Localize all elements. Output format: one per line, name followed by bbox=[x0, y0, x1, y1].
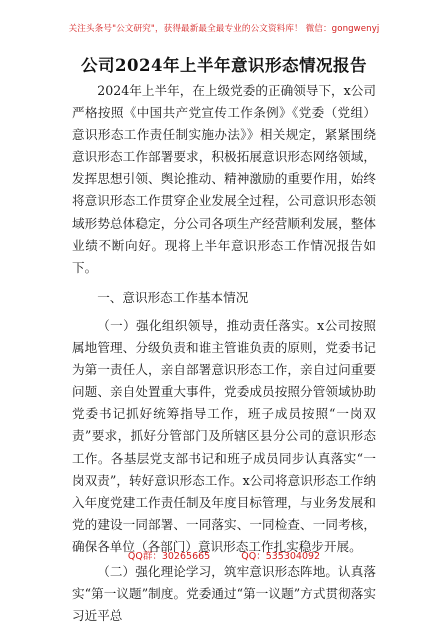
document-title: 公司2024年上半年意识形态情况报告 bbox=[81, 56, 367, 75]
footer-contacts bbox=[0, 548, 448, 562]
paragraph-organization: （一）强化组织领导，推动责任落实。x公司按照属地管理、分级负责和谁主管谁负责的原则，党委书记为第一责任人，亲自部署意识形态工作，亲自过问重要问题、亲自处置重大事件，党委成员按照分管领域协助党委书记抓好统筹指导工作，班子成员按照“一岗双责”要求，抓好分管部门及所辖区县分公司的意识形态工作。各基层党支部书记和班子成员同步认真落实“一岗双责”，转好意识形态工作。x公司将意识形态工作纳入年度党建工作责任制及年度目标管理，与业务发展和党的建设一同部署、一同落实、一同检查、一同考核，确保各单位（各部门）意识形态工作扎实稳步开展。 bbox=[72, 317, 376, 554]
paragraph-intro: 2024年上半年，在上级党委的正确领导下，x公司严格按照《中国共产党宣传工作条例》《党委（党组）意识形态工作责任制实施办法》》相关规定，紧紧围绕意识形态工作部署要求，积极拓展意识形态网络领域，发挥思想引领、舆论推动、精神激励的重要作用，始终将意识形态工作贯穿企业发展全过程，公司意识形态领域形势总体稳定，分公司各项生产经营顺利发展，整体业绩不断向好。现将上半年意识形态工作情况报告如下。 bbox=[72, 83, 376, 275]
footer-qq-group: QQ群：30265665 bbox=[127, 551, 211, 562]
paragraph-theory-study: （二）强化理论学习，筑牢意识形态阵地。认真落实“第一议题”制度。党委通过“第一议题”方式贯彻落实习近平总 bbox=[72, 563, 376, 624]
header-notice: 关注头条号"公文研究"，获得最新最全最专业的公文资料库！ 微信：gongwenyj bbox=[68, 24, 380, 34]
footer-qq: QQ：535304092 bbox=[241, 551, 321, 562]
section-heading: 一、意识形态工作基本情况 bbox=[97, 289, 249, 305]
